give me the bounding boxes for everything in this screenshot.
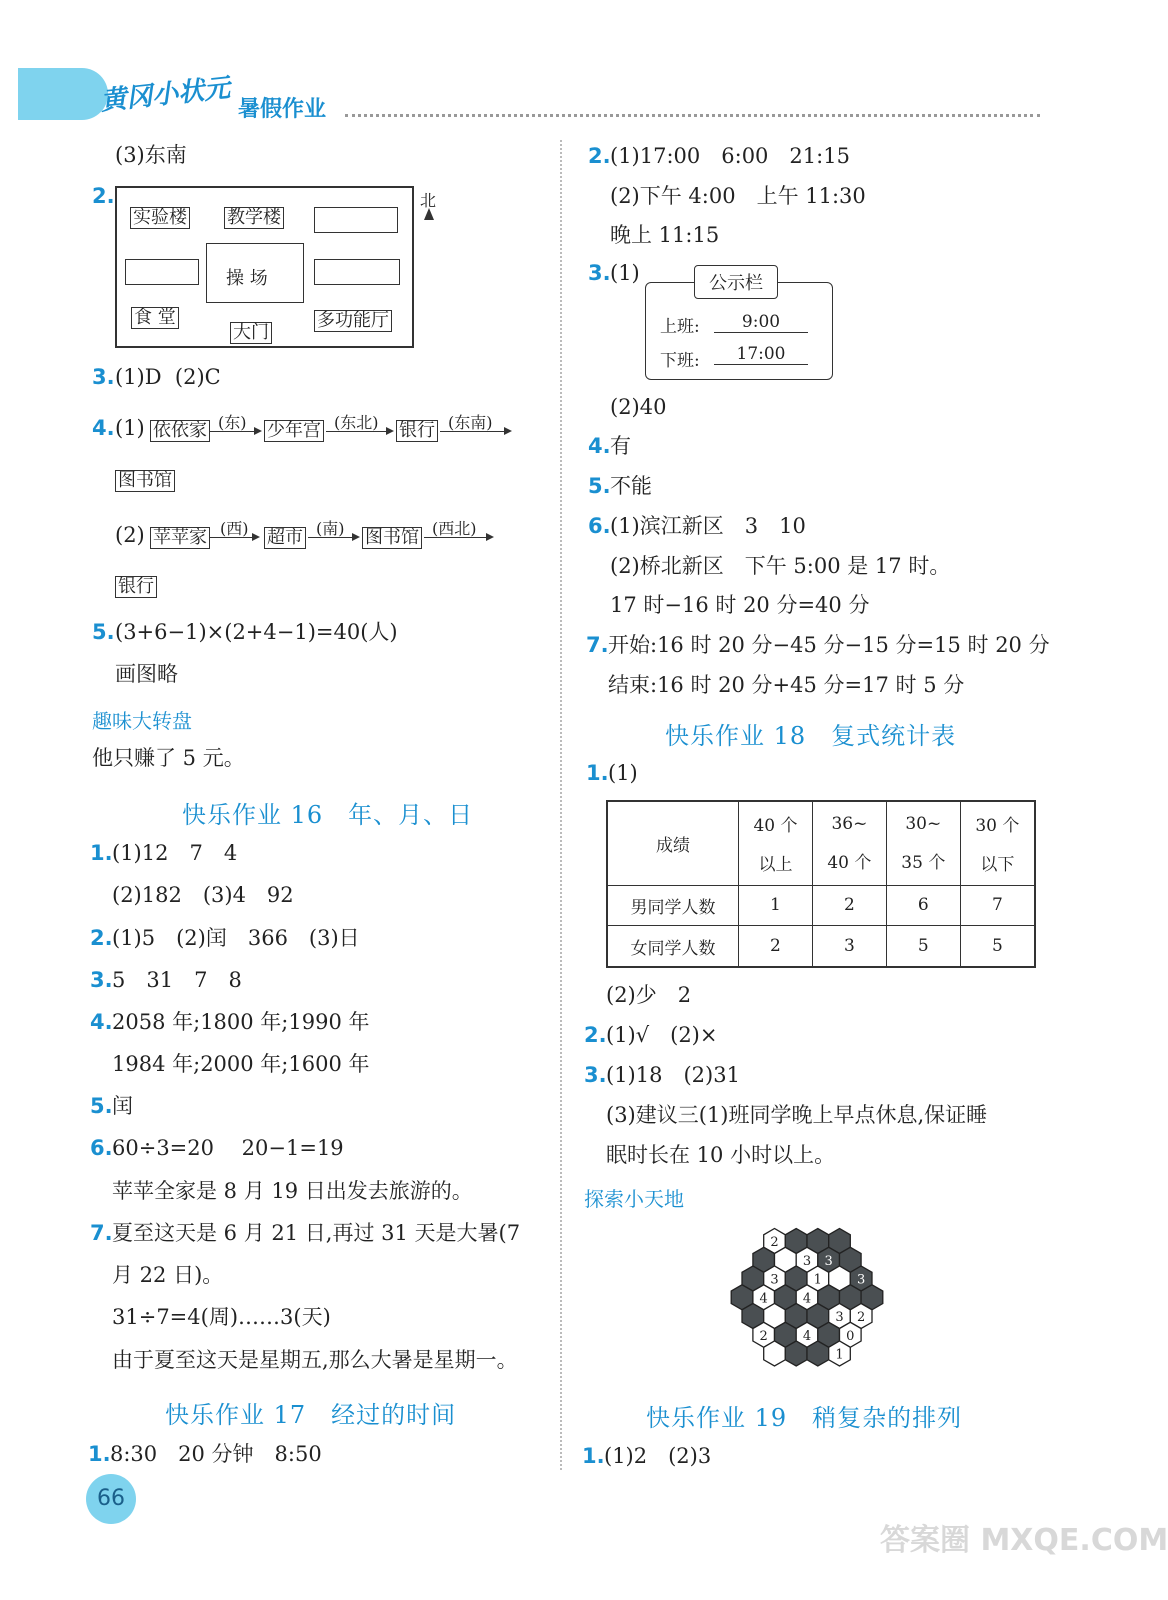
part-label: (2) [115, 523, 145, 547]
question-number: 3. [584, 1063, 607, 1087]
work-start-label: 上班: [660, 317, 700, 337]
answer-text: 60÷3=20 20−1=19 [112, 1136, 344, 1160]
route-direction: (东南) [448, 413, 493, 432]
hex-number: 4 [759, 1291, 768, 1307]
question-number: 7. [90, 1221, 113, 1245]
column-header-line: 35 个 [901, 852, 946, 873]
question-number: 5. [588, 474, 611, 498]
answer-text: 8:30 20 分钟 8:50 [110, 1442, 322, 1466]
answer-text: 他只赚了 5 元。 [92, 746, 245, 770]
route-arrow-icon [440, 431, 510, 432]
route-arrow-icon [326, 431, 392, 432]
hex-number: 2 [770, 1235, 779, 1250]
north-label: 北 [420, 191, 437, 210]
question-number: 1. [586, 761, 609, 785]
route-direction: (西) [220, 519, 249, 538]
hex-number: 3 [824, 1253, 833, 1269]
hex-number: 4 [802, 1328, 812, 1344]
subsection-title: 趣味大转盘 [92, 709, 192, 733]
map-gate: 大门 [230, 322, 272, 344]
part-label: (1) [610, 261, 640, 285]
notice-board-title: 公示栏 [694, 265, 778, 299]
map-building-lab: 实验楼 [130, 207, 190, 229]
answer-text: (1)√ (2)× [606, 1023, 718, 1047]
hex-puzzle [715, 1218, 900, 1378]
header-dots [345, 114, 1040, 117]
answer-text: 晚上 11:15 [610, 223, 720, 247]
table-corner: 成绩 [607, 801, 739, 885]
route-arrow-icon [424, 537, 492, 538]
hex-number: 2 [759, 1328, 768, 1344]
header-banner [18, 68, 108, 120]
route-box: 超市 [264, 527, 306, 549]
question-number: 2. [584, 1023, 607, 1047]
table-row [607, 885, 1035, 926]
section-title: 快乐作业 17 经过的时间 [165, 1401, 457, 1429]
answer-text: (1)18 (2)31 [606, 1063, 740, 1087]
column-header-line: 40 个 [827, 852, 872, 873]
answer-text: 1984 年;2000 年;1600 年 [112, 1052, 370, 1076]
table-cell: 6 [886, 885, 960, 926]
part-label: (1) [115, 416, 145, 440]
answer-text: 夏至这天是 6 月 21 日,再过 31 天是大暑(7 [112, 1221, 521, 1245]
column-header [739, 801, 813, 885]
question-number: 1. [582, 1444, 605, 1468]
answer-text: 眠时长在 10 小时以上。 [606, 1143, 836, 1167]
table-cell: 2 [739, 926, 813, 967]
table-cell: 7 [960, 885, 1035, 926]
hex-cells [731, 1229, 883, 1367]
work-end-time: 17:00 [714, 344, 808, 365]
column-header [886, 801, 960, 885]
question-number: 4. [92, 416, 115, 440]
question-number: 2. [92, 184, 115, 208]
question-number: 5. [92, 620, 115, 644]
hex-number: 0 [846, 1328, 855, 1344]
answer-text: (2)40 [610, 395, 667, 419]
route-direction: (南) [316, 519, 345, 538]
work-start-time: 9:00 [714, 312, 808, 333]
answer-text: 月 22 日)。 [112, 1263, 224, 1287]
route-arrow-icon [210, 431, 260, 432]
question-number: 3. [92, 365, 115, 389]
hex-number: 3 [770, 1272, 779, 1288]
map-blank-box [125, 259, 199, 285]
answer-text: (1)2 (2)3 [604, 1444, 712, 1468]
section-title: 快乐作业 16 年、月、日 [182, 801, 474, 829]
question-number: 4. [588, 434, 611, 458]
route-box: 银行 [115, 576, 157, 598]
hex-cell [764, 1341, 786, 1366]
map-blank-box [314, 259, 400, 285]
route-direction: (东) [218, 413, 247, 432]
question-number: 1. [88, 1442, 111, 1466]
answer-text: 不能 [610, 474, 652, 498]
section-title: 快乐作业 19 稍复杂的排列 [646, 1404, 963, 1432]
map-building-canteen: 食 堂 [131, 307, 179, 329]
answer-text: 5 31 7 8 [112, 968, 242, 992]
answer-text: (2)182 (3)4 92 [112, 883, 294, 907]
map-blank-box [314, 207, 398, 233]
answer-text: 2058 年;1800 年;1990 年 [112, 1010, 370, 1034]
answer-text: 结束:16 时 20 分+45 分=17 时 5 分 [608, 673, 965, 697]
route-direction: (东北) [334, 413, 379, 432]
map-playground-label: 操 场 [226, 268, 268, 289]
answer-text: (3)建议三(1)班同学晚上早点休息,保证睡 [606, 1103, 988, 1127]
answer-text: (1)12 7 4 [112, 841, 238, 865]
answer-text: 画图略 [115, 662, 178, 686]
route-box: 少年宫 [264, 420, 324, 442]
answer-text: 开始:16 时 20 分−45 分−15 分=15 时 20 分 [608, 633, 1050, 657]
column-header-line: 以上 [758, 855, 793, 876]
subsection-title: 探索小天地 [584, 1187, 684, 1211]
hex-cell [785, 1341, 807, 1366]
answer-text: (2)桥北新区 下午 5:00 是 17 时。 [610, 554, 951, 578]
hex-number: 4 [802, 1291, 812, 1307]
north-arrow-icon [424, 208, 434, 220]
table-cell: 5 [960, 926, 1035, 967]
hex-number: 3 [835, 1310, 844, 1325]
column-header-line: 以下 [980, 855, 1015, 876]
answer-text: 由于夏至这天是星期五,那么大暑是星期一。 [112, 1348, 518, 1372]
route-box: 依依家 [150, 420, 210, 442]
table-cell: 3 [812, 926, 886, 967]
column-header-line: 30 个 [975, 816, 1020, 837]
table-cell: 5 [886, 926, 960, 967]
answer-text: (1)17:00 6:00 21:15 [610, 144, 850, 168]
hex-number: 2 [856, 1310, 866, 1325]
work-end-label: 下班: [660, 351, 700, 371]
question-number: 4. [90, 1010, 113, 1034]
row-label: 男同学人数 [607, 885, 739, 926]
watermark: 答案圈 MXQE.COM [880, 1523, 1168, 1558]
row-label: 女同学人数 [607, 926, 739, 967]
table-cell: 1 [739, 885, 813, 926]
answer-text: 有 [610, 434, 631, 458]
answer-text: (3)东南 [115, 143, 187, 167]
column-header [960, 801, 1035, 885]
hex-number: 3 [856, 1272, 866, 1288]
page-number: 66 [97, 1486, 125, 1511]
section-title: 快乐作业 18 复式统计表 [665, 722, 957, 750]
column-header-line: 40 个 [753, 816, 798, 837]
question-number: 3. [90, 968, 113, 992]
answer-text: (3+6−1)×(2+4−1)=40(人) [115, 620, 398, 644]
column-header-line: 36~ [831, 813, 868, 834]
column-divider [560, 140, 562, 1470]
table-row [607, 926, 1035, 967]
header-subtitle: 暑假作业 [238, 97, 327, 122]
route-arrow-icon [308, 537, 358, 538]
hex-number: 1 [835, 1347, 844, 1363]
hex-cell [807, 1341, 829, 1366]
statistics-table [606, 800, 1036, 968]
question-number: 5. [90, 1094, 113, 1118]
question-number: 2. [588, 144, 611, 168]
answer-text: 闰 [112, 1094, 133, 1118]
question-number: 2. [90, 926, 113, 950]
route-box: 图书馆 [115, 470, 175, 492]
map-building-hall: 多功能厅 [314, 310, 392, 332]
answer-text: (1)D (2)C [115, 365, 221, 389]
column-header-line: 30~ [905, 813, 942, 834]
question-number: 6. [90, 1136, 113, 1160]
answer-text: (2)少 2 [606, 983, 692, 1007]
column-header [812, 801, 886, 885]
answer-text: 苹苹全家是 8 月 19 日出发去旅游的。 [112, 1179, 473, 1203]
hex-number: 3 [802, 1253, 812, 1269]
table-header-row [607, 801, 1035, 885]
answer-text: (2)下午 4:00 上午 11:30 [610, 184, 866, 208]
part-label: (1) [608, 761, 638, 785]
question-number: 7. [586, 633, 609, 657]
answer-text: (1)5 (2)闰 366 (3)日 [112, 926, 360, 950]
question-number: 3. [588, 261, 611, 285]
route-arrow-icon [210, 537, 258, 538]
route-box: 银行 [396, 420, 438, 442]
question-number: 6. [588, 514, 611, 538]
map-building-teaching: 教学楼 [224, 207, 284, 229]
header-brand: 黄冈小状元 [99, 73, 232, 117]
route-box: 图书馆 [362, 527, 422, 549]
route-direction: (西北) [432, 519, 477, 538]
answer-text: (1)滨江新区 3 10 [610, 514, 806, 538]
route-box: 苹苹家 [150, 527, 210, 549]
question-number: 1. [90, 841, 113, 865]
answer-text: 17 时−16 时 20 分=40 分 [610, 593, 870, 617]
answer-text: 31÷7=4(周)……3(天) [112, 1305, 331, 1329]
hex-number: 1 [813, 1272, 822, 1288]
table-cell: 2 [812, 885, 886, 926]
